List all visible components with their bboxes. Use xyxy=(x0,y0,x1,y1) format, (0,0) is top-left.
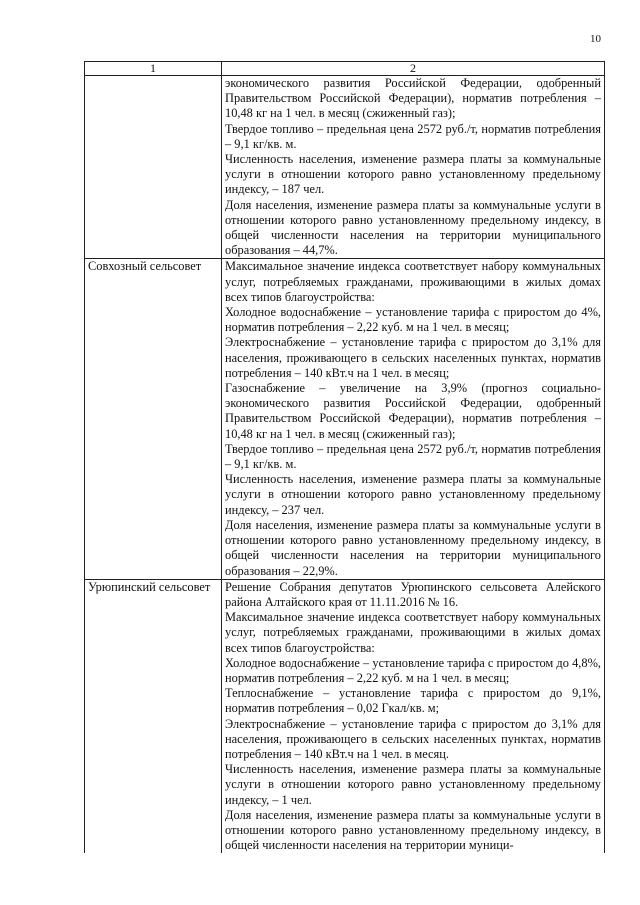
paragraph: Твердое топливо – предельная цена 2572 руб./т, норматив потребления – 9,1 кг/кв. м. xyxy=(225,441,601,472)
paragraph: Доля населения, изменение размера платы за коммунальные услуги в отношении которого равно установленному предельному индексу, в общей численности населения на территории муниципального образования – 22,9%. xyxy=(225,517,601,578)
row-name xyxy=(85,76,222,259)
table-header-row xyxy=(85,62,605,76)
row-content xyxy=(222,76,605,259)
document-table xyxy=(84,61,605,853)
paragraph: Максимальное значение индекса соответствует набору коммунальных услуг, потребляемых гражданами, проживающими в жилых домах всех типов благоустройства: xyxy=(225,259,601,304)
paragraph: экономического развития Российской Федерации, одобренный Правительством Российской Федерации), норматив потребления – 10,48 кг на 1 чел. в месяц (сжиженный газ); xyxy=(225,76,601,121)
paragraph: Газоснабжение – увеличение на 3,9% (прогноз социально-экономического развития Российской Федерации, одобренный Правительством Российской Федерации), норматив потребления – 10,48 кг на 1 чел. в месяц (сжиженный газ); xyxy=(225,381,601,441)
row-name: Совхозный сельсовет xyxy=(85,259,222,579)
page-number: 10 xyxy=(590,33,601,45)
paragraph: Решение Собрания депутатов Урюпинского сельсовета Алейского района Алтайского края от 11.11.2016 № 16. xyxy=(225,579,601,609)
table-row xyxy=(85,76,605,259)
paragraph: Электроснабжение – установление тарифа с приростом до 3,1% для населения, проживающего в сельских населенных пунктах, норматив потребления – 140 кВт.ч на 1 чел. в месяц; xyxy=(225,335,601,380)
paragraph: Доля населения, изменение размера платы за коммунальные услуги в отношении которого равно установленному предельному индексу, в общей численности населения на территории муници- xyxy=(225,807,601,853)
paragraph: Твердое топливо – предельная цена 2572 руб./т, норматив потребления – 9,1 кг/кв. м. xyxy=(225,121,601,151)
table-row xyxy=(85,259,605,579)
row-content xyxy=(222,579,605,853)
row-name: Урюпинский сельсовет xyxy=(85,579,222,853)
paragraph: Численность населения, изменение размера платы за коммунальные услуги в отношении которого равно установленному предельному индексу, – 237 чел. xyxy=(225,472,601,517)
table-row xyxy=(85,579,605,853)
column-header-2: 2 xyxy=(222,62,605,76)
paragraph: Холодное водоснабжение – установление тарифа с приростом до 4,8%, норматив потребления – 2,22 куб. м на 1 чел. в месяц; xyxy=(225,655,601,685)
paragraph: Холодное водоснабжение – установление тарифа с приростом до 4%, норматив потребления – 2,22 куб. м на 1 чел. в месяц; xyxy=(225,305,601,335)
paragraph: Электроснабжение – установление тарифа с приростом до 3,1% для населения, проживающего в сельских населенных пунктах, норматив потребления – 140 кВт.ч на 1 чел. в месяц. xyxy=(225,716,601,761)
column-header-1: 1 xyxy=(85,62,222,76)
paragraph: Численность населения, изменение размера платы за коммунальные услуги в отношении которого равно установленному предельному индексу, – 1 чел. xyxy=(225,762,601,807)
paragraph: Максимальное значение индекса соответствует набору коммунальных услуг, потребляемых гражданами, проживающими в жилых домах всех типов благоустройства: xyxy=(225,610,601,655)
paragraph: Численность населения, изменение размера платы за коммунальные услуги в отношении которого равно установленному предельному индексу, – 187 чел. xyxy=(225,152,601,197)
row-content xyxy=(222,259,605,579)
paragraph: Доля населения, изменение размера платы за коммунальные услуги в отношении которого равно установленному предельному индексу, в общей численности населения на территории муниципального образования – 44,7%. xyxy=(225,197,601,258)
paragraph: Теплоснабжение – установление тарифа с приростом до 9,1%, норматив потребления – 0,02 Гкал/кв. м; xyxy=(225,686,601,716)
